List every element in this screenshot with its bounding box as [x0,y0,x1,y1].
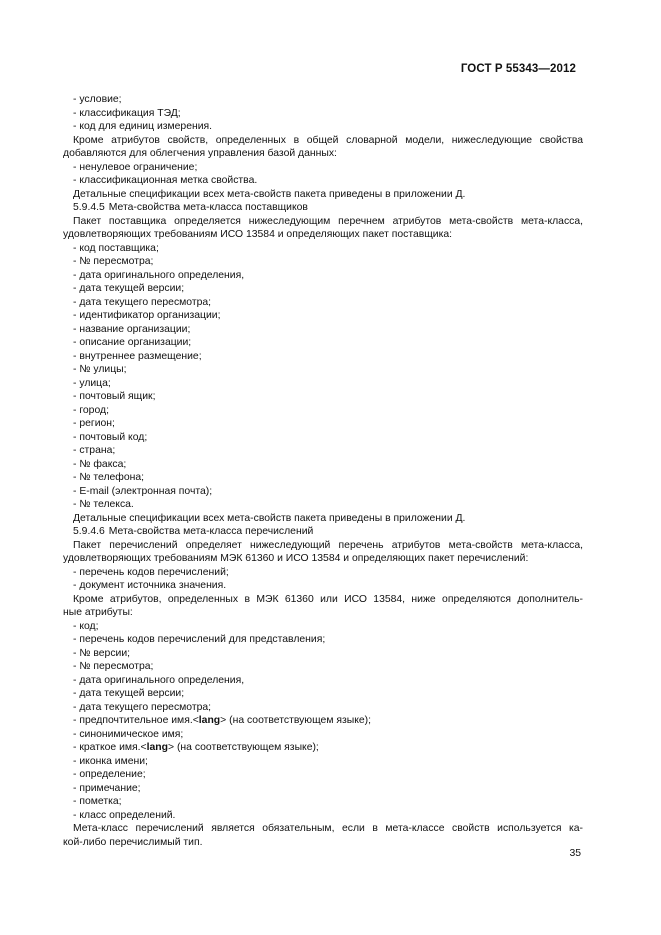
list-item: - дата оригинального определения, [73,269,245,281]
paragraph: Кроме атрибутов, определенных в МЭК 61360 или ИСО 13584, ниже определяются дополнитель- ные атрибуты: [63,593,583,618]
enumeration-attributes-list [63,620,583,823]
lang-tag: lang [146,742,168,753]
list-item: - № пересмотра; [73,661,154,672]
section-title: Мета-свойства мета-класса перечислений [108,526,314,537]
list-item: - определение; [73,769,146,780]
list-item: - примечание; [73,782,141,794]
list-item: - код; [73,620,99,632]
paragraph: Пакет перечислений определяет нижеследующий перечень атрибутов мета-свойств мета-класса, удовлетворяющих требованиям МЭК 61360 и ИСО 13584 и определяющих пакет перечислений: [63,539,583,564]
document-body [63,93,583,849]
paragraph: Пакет поставщика определяется нижеследующим перечнем атрибутов мета-свойств мета-класса, удовлетворяющих требованиям ИСО 13584 и определяющих пакет поставщика: [63,215,583,240]
list-item: - № факса; [73,458,127,470]
list-item: - дата текущей версии; [73,283,185,294]
list-item: - иконка имени; [73,755,148,767]
list-item: - название организации; [73,323,191,335]
list-item: - № версии; [73,647,131,659]
paragraph: Детальные спецификации всех мета-свойств пакета приведены в приложении Д. [73,188,466,200]
list-item: - E-mail (электронная почта); [73,485,213,497]
list-item: - № пересмотра; [73,256,154,267]
document-header: ГОСТ Р 55343—2012 [460,63,576,75]
section-title: Мета-свойства мета-класса поставщиков [108,202,308,213]
paragraph: Детальные спецификации всех мета-свойств пакета приведены в приложении Д. [73,512,466,524]
paragraph: Мета-класс перечислений является обязательным, если в мета-классе свойств используется ка- кой-либо перечислимый тип. [63,823,583,848]
list-item: - ненулевое ограничение; [73,161,198,173]
list-item: - № улицы; [73,364,127,375]
list-item: - код поставщика; [73,242,159,254]
list-item: - дата текущего пересмотра; [73,701,212,713]
list-item: - пометка; [73,796,122,807]
paragraph: Кроме атрибутов свойств, определенных в общей словарной модели, нижеследующие свойства добавляются для облегчения управления базой данных: [63,134,583,159]
list-item: - классификация ТЭД; [73,107,181,119]
list-item: - условие; [73,94,122,105]
list-item: - улица; [73,377,111,389]
list-item: - почтовый код; [73,431,148,443]
list-item: - № телекса. [73,499,134,510]
section-number: 5.9.4.6 [73,526,105,537]
list-item: - краткое имя.<lang> (на соответствующем языке); [73,742,319,753]
list-item: - дата оригинального определения, [73,674,245,686]
section-heading [63,525,583,539]
list-item: - описание организации; [73,337,192,348]
section-heading [63,201,583,215]
list-item: - перечень кодов перечислений; [73,566,229,578]
supplier-attributes-list [63,242,583,512]
list-item: - город; [73,404,109,416]
list-item: - № телефона; [73,472,145,483]
page-number: 35 [569,848,581,859]
list-item: - документ источника значения. [73,580,227,591]
list-item: - перечень кодов перечислений для представления; [73,634,326,645]
section-number: 5.9.4.5 [73,202,105,213]
list-item: - дата текущей версии; [73,688,185,699]
list-item: - класс определений. [73,809,176,821]
list-item: - классификационная метка свойства. [73,175,258,186]
list-item: - синонимическое имя; [73,728,184,740]
list-item: - дата текущего пересмотра; [73,296,212,308]
list-item: - регион; [73,418,115,429]
list-item: - предпочтительное имя.<lang> (на соответствующем языке); [73,715,371,726]
list-item: - почтовый ящик; [73,391,156,402]
list-item: - идентификатор организации; [73,310,221,321]
list-item: - код для единиц измерения. [73,121,213,132]
list-item: - внутреннее размещение; [73,350,202,362]
lang-tag: lang [198,715,221,726]
list-item: - страна; [73,445,116,456]
